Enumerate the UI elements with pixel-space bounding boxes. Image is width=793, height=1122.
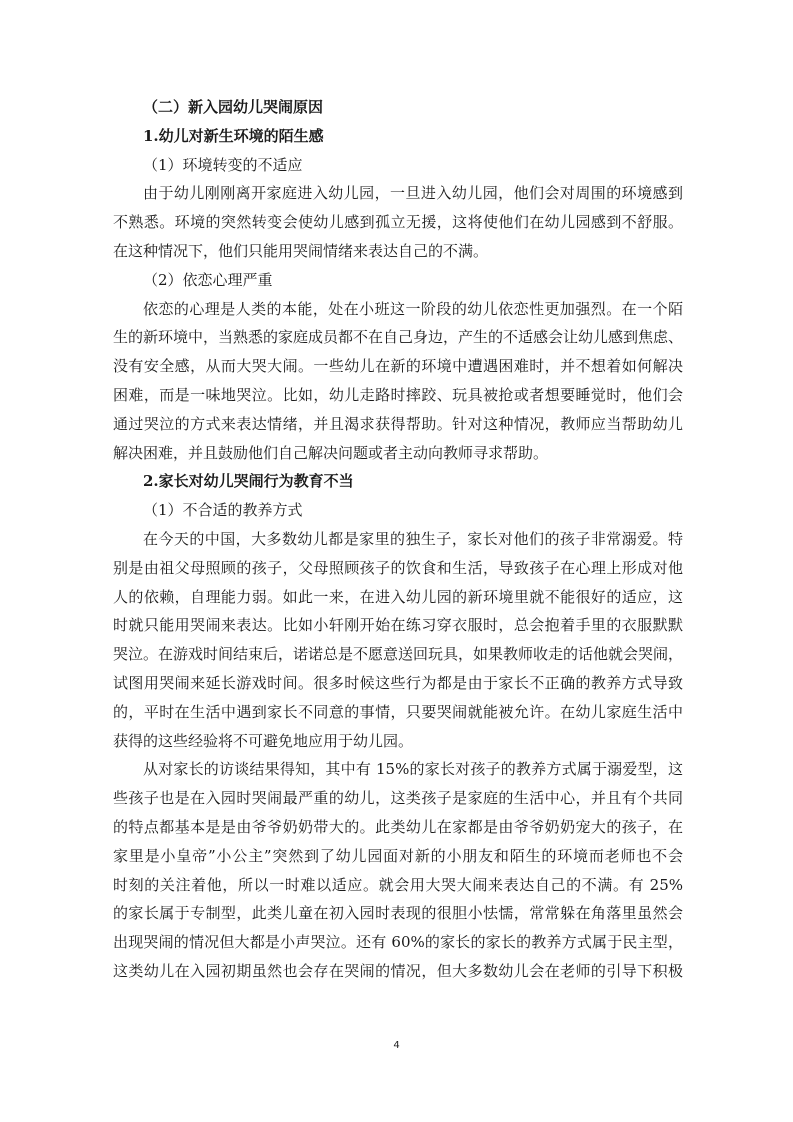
text-line: （1）环境转变的不适应	[143, 155, 303, 174]
text-line: 由于幼儿刚刚离开家庭进入幼儿园，一旦进入幼儿园，他们会对周围的环境感到	[143, 184, 683, 203]
text-line: 家里是小皇帝”小公主”突然到了幼儿园面对新的小朋友和陌生的环境而老师也不会	[113, 846, 683, 865]
text-line: 人的依赖，自理能力弱。如此一来，在进入幼儿园的新环境里就不能很好的适应，这	[113, 587, 683, 606]
text-line: 从对家长的访谈结果得知，其中有 15%的家长对孩子的教养方式属于溺爱型，这	[143, 760, 683, 779]
text-line: 没有安全感，从而大哭大闹。一些幼儿在新的环境中遭遇困难时，并不想着如何解决	[113, 357, 683, 376]
text-line: 通过哭泣的方式来表达情绪，并且渴求获得帮助。针对这种情况，教师应当帮助幼儿	[113, 414, 683, 433]
text-line: 时刻的关注着他，所以一时难以适应。就会用大哭大闹来表达自己的不满。有 25%	[113, 875, 683, 894]
text-line: 哭泣。在游戏时间结束后，诺诺总是不愿意送回玩具，如果教师收走的话他就会哭闹，	[113, 645, 684, 664]
text-line: 的，平时在生活中遇到家长不同意的事情，只要哭闹就能被允许。在幼儿家庭生活中	[113, 702, 683, 721]
section-heading: 1.幼儿对新生环境的陌生感	[143, 126, 324, 145]
text-line: 些孩子也是在入园时哭闹最严重的幼儿，这类孩子是家庭的生活中心，并且有个共同	[113, 789, 683, 808]
text-line: 不熟悉。环境的突然转变会使幼儿感到孤立无援，这将使他们在幼儿园感到不舒服。	[113, 213, 683, 232]
document-body	[113, 93, 683, 986]
text-line: （1）不合适的教养方式	[143, 501, 303, 520]
text-line: 生的新环境中，当熟悉的家庭成员都不在自己身边，产生的不适感会让幼儿感到焦虑、	[113, 328, 684, 347]
text-line: 这类幼儿在入园初期虽然也会存在哭闹的情况，但大多数幼儿会在老师的引导下积极	[113, 961, 683, 980]
text-line: 的特点都基本是是由爷爷奶奶带大的。此类幼儿在家都是由爷爷奶奶宠大的孩子，在	[113, 817, 683, 836]
text-line: 依恋的心理是人类的本能，处在小班这一阶段的幼儿依恋性更加强烈。在一个陌	[143, 299, 683, 318]
section-heading: 2.家长对幼儿哭闹行为教育不当	[143, 472, 354, 491]
text-line: 困难，而是一味地哭泣。比如，幼儿走路时摔跤、玩具被抢或者想要睡觉时，他们会	[113, 385, 683, 404]
text-line: 获得的这些经验将不可避免地应用于幼儿园。	[113, 731, 414, 750]
text-line: 别是由祖父母照顾的孩子，父母照顾孩子的饮食和生活，导致孩子在心理上形成对他	[113, 558, 683, 577]
text-line: 解决困难，并且鼓励他们自己解决问题或者主动向教师寻求帮助。	[113, 443, 549, 462]
text-line: 在这种情况下，他们只能用哭闹情绪来表达自己的不满。	[113, 241, 489, 260]
text-line: （2）依恋心理严重	[143, 270, 273, 289]
text-line: 的家长属于专制型，此类儿童在初入园时表现的很胆小怯懦，常常躲在角落里虽然会	[113, 904, 683, 923]
section-heading: （二）新入园幼儿哭闹原因	[143, 98, 324, 116]
text-line: 出现哭闹的情况但大都是小声哭泣。还有 60%的家长的家长的教养方式属于民主型，	[113, 933, 683, 952]
page-number: 4	[393, 1040, 400, 1051]
text-line: 时就只能用哭闹来表达。比如小轩刚开始在练习穿衣服时，总会抱着手里的衣服默默	[113, 616, 683, 635]
text-line: 在今天的中国，大多数幼儿都是家里的独生子，家长对他们的孩子非常溺爱。特	[143, 529, 683, 548]
text-line: 试图用哭闹来延长游戏时间。很多时候这些行为都是由于家长不正确的教养方式导致	[113, 673, 683, 692]
